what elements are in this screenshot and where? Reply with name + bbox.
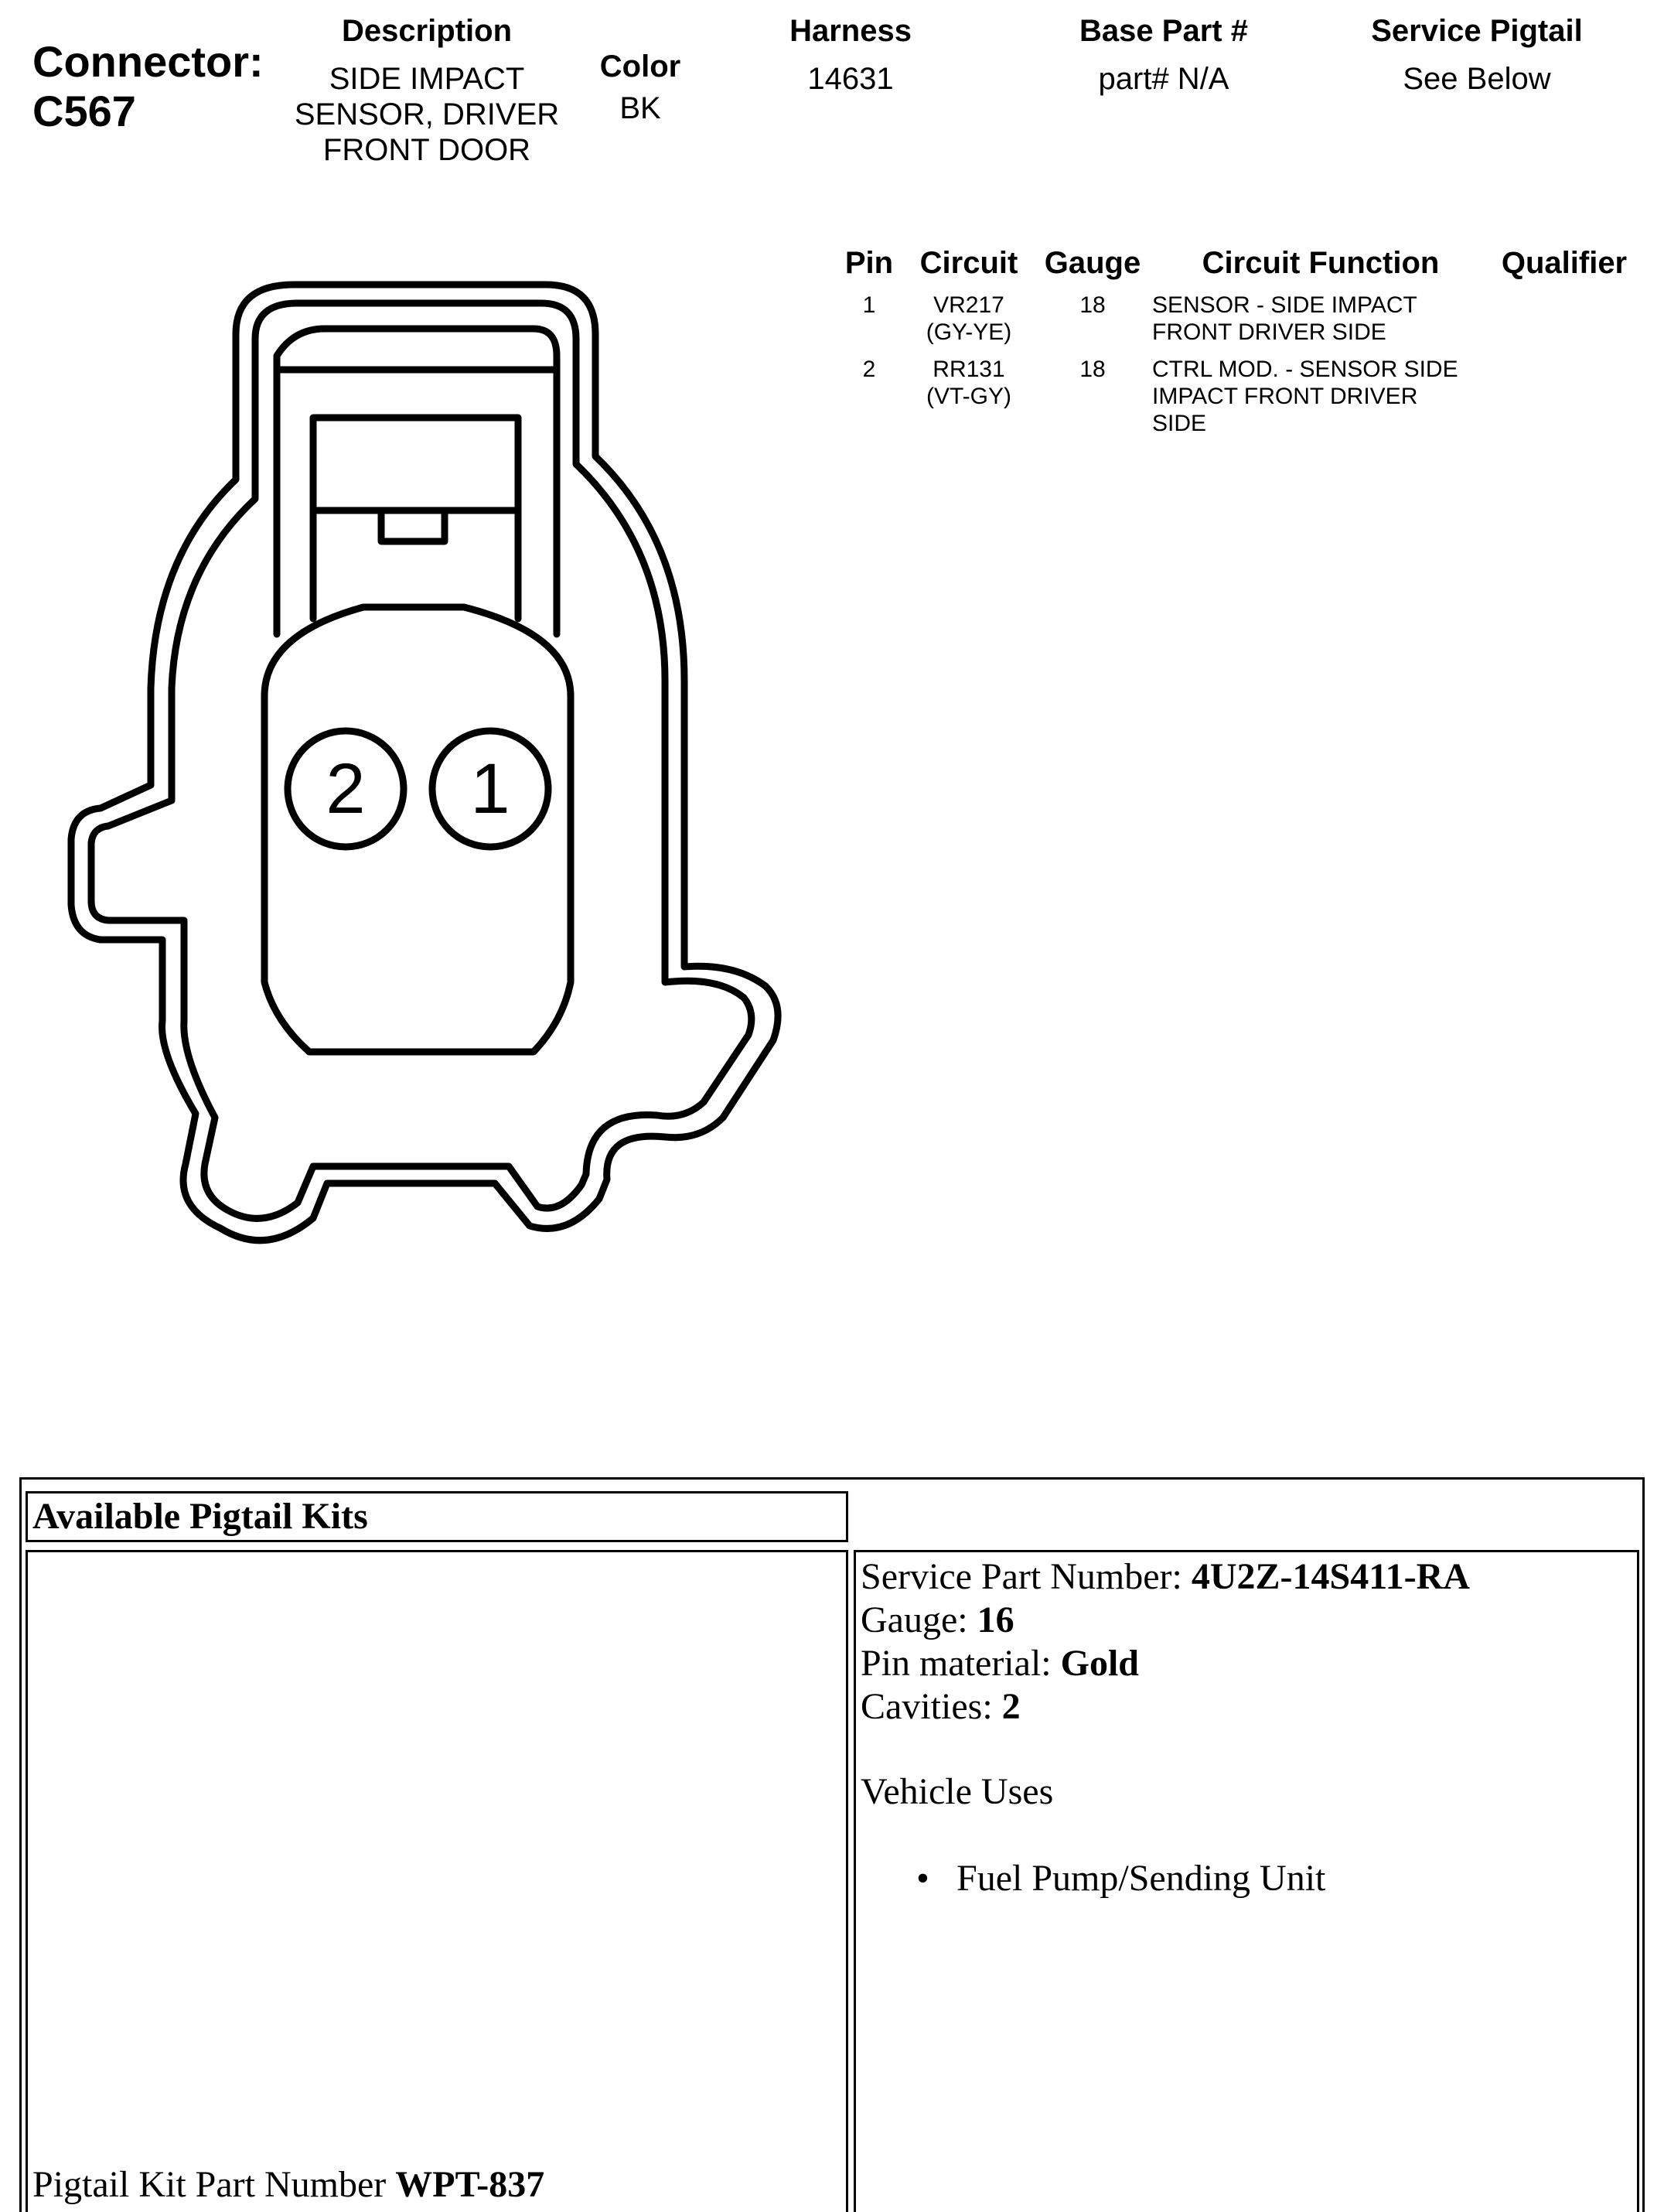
pin-2-label: 2: [326, 749, 366, 828]
circuit-function-line: FRONT DRIVER SIDE: [1152, 319, 1386, 345]
pin-gauge: 18: [1079, 357, 1106, 382]
gauge-line: [861, 1599, 1637, 1642]
pin-column-header: Pin: [844, 246, 894, 280]
color-label: Color: [599, 49, 681, 84]
vehicle-uses-label: Vehicle Uses: [861, 1771, 1054, 1812]
circuit-function-line: CTRL MOD. - SENSOR SIDE: [1152, 357, 1458, 382]
latch-notch: [381, 510, 445, 541]
service-pigtail-value: See Below: [1403, 62, 1551, 96]
base-part-value: part# N/A: [1098, 62, 1229, 96]
gauge-column-header: Gauge: [1044, 246, 1141, 280]
description-label: Description: [341, 14, 513, 48]
pigtail-kits-title-cell: [26, 1491, 848, 1542]
connector-label: Connector:: [32, 37, 264, 86]
circuit-color: (VT-GY): [926, 384, 1011, 409]
pigtail-kit-details-cell: [854, 1550, 1639, 2212]
harness-value: 14631: [807, 62, 894, 96]
pigtail-kit-part-number: [32, 2163, 544, 2207]
base-part-label: Base Part #: [1079, 14, 1248, 48]
pin-2-cavity: [288, 731, 404, 847]
description-line: SIDE IMPACT: [329, 62, 525, 96]
circuit-function-column-header: Circuit Function: [1202, 246, 1440, 280]
pin-material-value: Gold: [1060, 1643, 1139, 1684]
circuit-function: [1152, 356, 1492, 437]
service-part-label: Service Part Number:: [861, 1556, 1192, 1597]
circuit-function: [1152, 292, 1492, 346]
circuit-id: [903, 292, 1035, 346]
list-item: • Fuel Pump/Sending Unit: [956, 1857, 1637, 1900]
harness-label: Harness: [789, 14, 912, 48]
pin-number: 2: [862, 357, 876, 382]
pigtail-kit-image-cell: [26, 1550, 848, 2212]
kit-part-value: WPT-837: [395, 2164, 545, 2205]
latch-window: [313, 418, 518, 619]
service-part-value: 4U2Z-14S411-RA: [1191, 1556, 1470, 1597]
description-line: FRONT DOOR: [322, 133, 531, 167]
pin-material-line: [861, 1642, 1637, 1685]
connector-face-diagram: [0, 255, 820, 1261]
gauge-value: 16: [977, 1599, 1014, 1640]
circuit-code: VR217: [933, 292, 1004, 318]
service-pigtail-label: Service Pigtail: [1371, 14, 1583, 48]
circuit-id: [903, 356, 1035, 410]
cavities-line: [861, 1685, 1637, 1729]
kit-part-label: Pigtail Kit Part Number: [32, 2164, 396, 2205]
pin-1-label: 1: [470, 749, 510, 828]
circuit-function-line: SIDE: [1152, 411, 1207, 436]
circuit-color: (GY-YE): [926, 319, 1012, 345]
qualifier-column-header: Qualifier: [1501, 246, 1628, 280]
vehicle-uses-list: [861, 1857, 1637, 1900]
gauge-label: Gauge:: [861, 1599, 977, 1640]
pin-number: 1: [862, 292, 876, 318]
circuit-column-header: Circuit: [919, 246, 1018, 280]
pin-gauge: 18: [1079, 292, 1106, 318]
cavities-label: Cavities:: [861, 1686, 1002, 1727]
pin-material-label: Pin material:: [861, 1643, 1061, 1684]
circuit-function-line: SENSOR - SIDE IMPACT: [1152, 292, 1417, 318]
pigtail-kits-title: Available Pigtail Kits: [32, 1496, 368, 1537]
connector-id: C567: [32, 87, 136, 135]
color-value: BK: [619, 91, 661, 125]
cavities-value: 2: [1001, 1686, 1021, 1727]
service-part-number-line: [861, 1555, 1637, 1599]
pigtail-kit-details: [856, 1552, 1637, 1900]
description-line: SENSOR, DRIVER: [294, 97, 560, 131]
circuit-function-line: IMPACT FRONT DRIVER: [1152, 384, 1418, 409]
circuit-code: RR131: [933, 357, 1005, 382]
pin-1-cavity: [432, 731, 548, 847]
